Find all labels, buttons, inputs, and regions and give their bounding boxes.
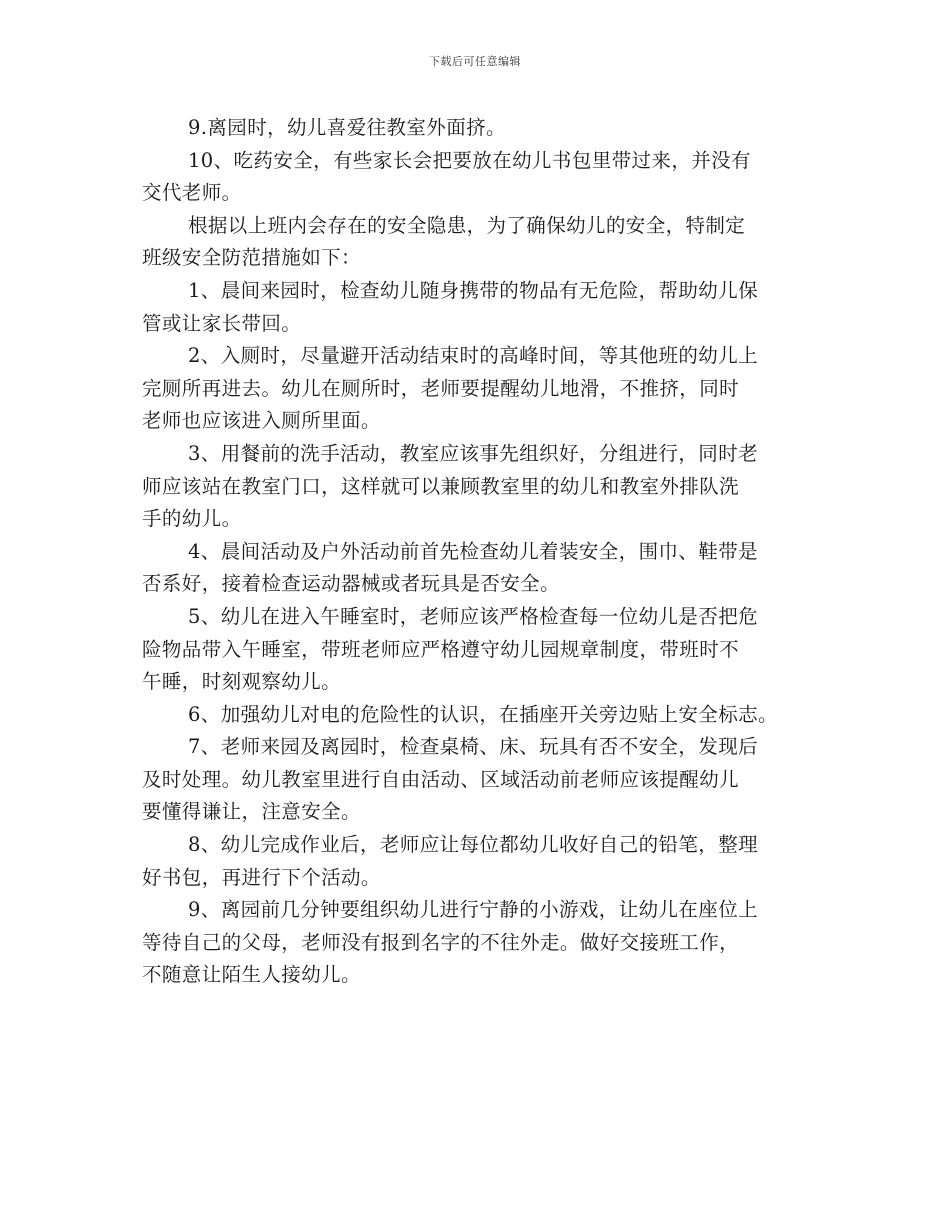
paragraph bbox=[142, 829, 810, 894]
page-header: 下载后可任意编辑 bbox=[429, 55, 521, 68]
paragraph bbox=[142, 536, 810, 601]
paragraph-first-line: 2、入厕时，尽量避开活动结束时的高峰时间，等其他班的幼儿上 bbox=[188, 344, 759, 368]
paragraph-line: 交代老师。 bbox=[142, 181, 242, 205]
paragraph bbox=[142, 275, 810, 340]
paragraph-first-line: 10、吃药安全，有些家长会把要放在幼儿书包里带过来，并没有 bbox=[188, 148, 751, 172]
paragraph-first-line: 9、离园前几分钟要组织幼儿进行宁静的小游戏，让幼儿在座位上 bbox=[188, 898, 759, 922]
paragraph-line: 险物品带入午睡室，带班老师应严格遵守幼儿园规章制度，带班时不 bbox=[142, 637, 740, 661]
paragraph-line: 及时处理。幼儿教室里进行自由活动、区域活动前老师应该提醒幼儿 bbox=[142, 767, 740, 791]
paragraph bbox=[142, 731, 810, 829]
paragraph-line: 手的幼儿。 bbox=[142, 507, 242, 531]
paragraph-first-line: 6、加强幼儿对电的危险性的认识，在插座开关旁边贴上安全标志。 bbox=[188, 702, 778, 726]
paragraph-first-line: 4、晨间活动及户外活动前首先检查幼儿着装安全，围巾、鞋带是 bbox=[188, 539, 759, 563]
paragraph-first-line: 1、晨间来园时，检查幼儿随身携带的物品有无危险，帮助幼儿保 bbox=[188, 278, 759, 302]
paragraph-line: 完厕所再进去。幼儿在厕所时，老师要提醒幼儿地滑，不推挤，同时 bbox=[142, 376, 740, 400]
paragraph-first-line: 8、幼儿完成作业后，老师应让每位都幼儿收好自己的铅笔，整理 bbox=[188, 833, 759, 857]
paragraph-line: 不随意让陌生人接幼儿。 bbox=[142, 963, 361, 987]
paragraph bbox=[142, 340, 810, 438]
paragraph-line: 管或让家长带回。 bbox=[142, 311, 302, 335]
paragraph bbox=[142, 210, 810, 275]
paragraph bbox=[142, 145, 810, 210]
paragraph bbox=[142, 601, 810, 699]
paragraph-line: 要懂得谦让，注意安全。 bbox=[142, 800, 361, 824]
paragraph-line: 午睡，时刻观察幼儿。 bbox=[142, 670, 342, 694]
paragraph-line: 老师也应该进入厕所里面。 bbox=[142, 409, 381, 433]
paragraph bbox=[142, 438, 810, 536]
paragraph-line: 好书包，再进行下个活动。 bbox=[142, 865, 381, 889]
paragraph-line: 等待自己的父母，老师没有报到名字的不往外走。做好交接班工作， bbox=[142, 930, 740, 954]
paragraph-first-line: 5、幼儿在进入午睡室时，老师应该严格检查每一位幼儿是否把危 bbox=[188, 604, 759, 628]
document-body bbox=[142, 112, 810, 992]
paragraph bbox=[142, 699, 810, 732]
paragraph-first-line: 9.离园时，幼儿喜爱往教室外面挤。 bbox=[188, 116, 506, 139]
paragraph bbox=[142, 894, 810, 992]
paragraph-first-line: 7、老师来园及离园时，检查桌椅、床、玩具有否不安全，发现后 bbox=[188, 735, 759, 759]
paragraph-line: 师应该站在教室门口，这样就可以兼顾教室里的幼儿和教室外排队洗 bbox=[142, 474, 740, 498]
paragraph-line: 班级安全防范措施如下： bbox=[142, 246, 361, 270]
paragraph-first-line: 根据以上班内会存在的安全隐患，为了确保幼儿的安全，特制定 bbox=[188, 213, 746, 237]
paragraph-first-line: 3、用餐前的洗手活动，教室应该事先组织好，分组进行，同时老 bbox=[188, 441, 759, 465]
paragraph bbox=[142, 112, 810, 145]
paragraph-line: 否系好，接着检查运动器械或者玩具是否安全。 bbox=[142, 572, 560, 596]
